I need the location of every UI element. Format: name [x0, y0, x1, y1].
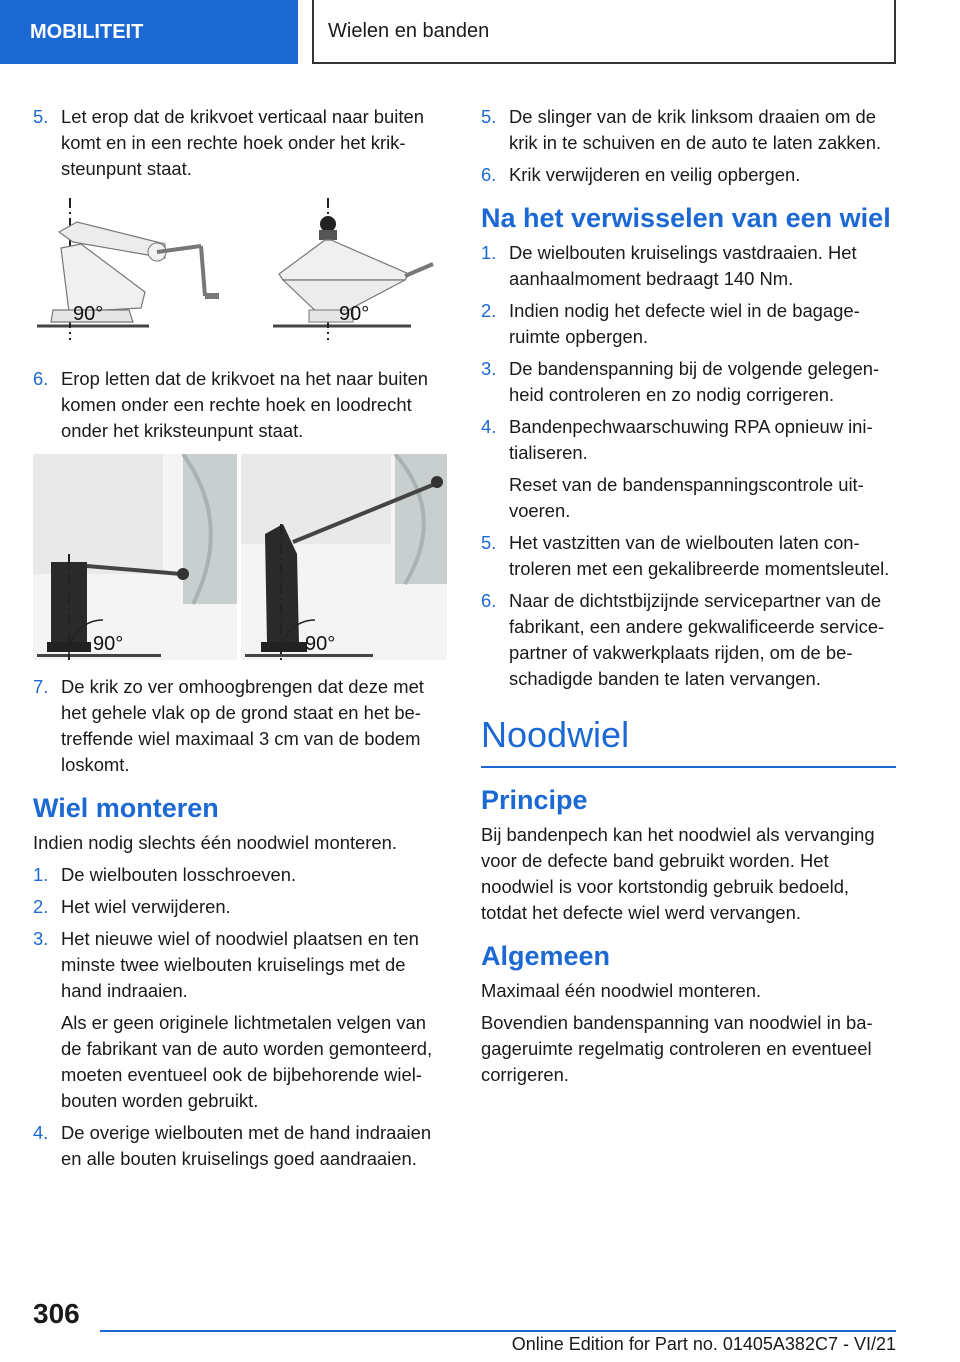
step-number: 1.: [481, 242, 497, 263]
edition-note: Online Edition for Part no. 01405A382C7 - VI/21: [511, 1334, 896, 1354]
right-column: [481, 104, 896, 1094]
step-number: 6.: [33, 368, 49, 389]
jack-diagram-figure: [33, 192, 447, 352]
step-text: Bandenpechwaarschuwing RPA opnieuw initialiseren.: [509, 416, 873, 463]
jack-front-view-icon: [273, 198, 433, 340]
section-tab: MOBILITEIT: [0, 0, 298, 64]
step-list: [33, 366, 447, 444]
list-item: [481, 356, 896, 408]
list-item: [481, 298, 896, 350]
general-text-1: Maximaal één noodwiel monteren.: [481, 980, 762, 1001]
list-item: [481, 414, 896, 466]
step-text: Indien nodig het defecte wiel in de bagageruimte opbergen.: [509, 300, 860, 347]
principle-text: Bij bandenpech kan het noodwiel als vervanging voor de defecte band gebruikt worden. Het noodwiel is voor kortstondig gebruik bedoeld, totdat het defecte wiel werd vervangen.: [481, 824, 875, 923]
heading-spare-wheel: Noodwiel: [481, 714, 630, 755]
list-item: [33, 1120, 447, 1172]
angle-label: 90°: [93, 633, 124, 655]
step-text: De krik zo ver omhoogbrengen dat deze met het gehele vlak op de grond staat en het betreffende wiel maximaal 3 cm van de bodem loskomt.: [61, 676, 424, 775]
step-number: 5.: [33, 106, 49, 127]
list-item: [33, 926, 447, 1004]
list-item: [33, 104, 447, 182]
step-text: De bandenspanning bij de volgende gelegenheid controleren en zo nodig corrigeren.: [509, 358, 880, 405]
step-list: [33, 104, 447, 182]
step-number: 3.: [33, 928, 49, 949]
heading-general: Algemeen: [481, 941, 611, 971]
list-item: [481, 162, 896, 188]
list-item: [33, 894, 447, 920]
step-number: 2.: [481, 300, 497, 321]
step-list: [481, 530, 896, 692]
step-list: [33, 674, 447, 778]
step-text: De wielbouten kruiselings vastdraaien. Het aanhaalmoment bedraagt 140 Nm.: [509, 242, 857, 289]
step-number: 3.: [481, 358, 497, 379]
step-number: 5.: [481, 106, 497, 127]
list-item: [481, 530, 896, 582]
step-number: 2.: [33, 896, 49, 917]
step-number: 4.: [481, 416, 497, 437]
step-list: [481, 240, 896, 466]
step-number: 7.: [33, 676, 49, 697]
chapter-title: Wielen en banden: [312, 0, 896, 64]
step-list: [33, 862, 447, 1004]
jack-side-view-icon: [37, 198, 219, 340]
step-number: 4.: [33, 1122, 49, 1143]
list-item: [481, 240, 896, 292]
jack-under-car-photo: [33, 454, 237, 660]
step-text: Het vastzitten van de wielbouten laten controleren met een gekalibreerde momentsleutel.: [509, 532, 890, 579]
list-item: [33, 366, 447, 444]
step-number: 6.: [481, 164, 497, 185]
list-item: [33, 674, 447, 778]
step-text: Het wiel verwijderen.: [61, 896, 231, 917]
step-number: 5.: [481, 532, 497, 553]
list-item: [33, 862, 447, 888]
step-list: [481, 104, 896, 188]
heading-principle: Principe: [481, 785, 588, 815]
heading-after-change: Na het verwisselen van een wiel: [481, 203, 891, 233]
page-number: 306: [33, 1298, 80, 1329]
step-number: 6.: [481, 590, 497, 611]
step-text: Naar de dichtstbijzijnde servicepartner van de fabrikant, een andere gekwalificeerde servicepartner of vakwerkplaats rijden, om de beschadigde banden te laten vervangen.: [509, 590, 885, 689]
step-number: 1.: [33, 864, 49, 885]
mount-intro: Indien nodig slechts één noodwiel monteren.: [33, 832, 397, 853]
mount-note: Als er geen originele lichtmetalen velgen van de fabrikant van de auto worden gemonteerd, moeten eventueel ook de bijbehorende wielbouten worden gebruikt.: [61, 1012, 433, 1111]
angle-label: 90°: [305, 633, 336, 655]
step-text: De overige wielbouten met de hand indraaien en alle bouten kruiselings goed aandraaien.: [61, 1122, 432, 1169]
step-text: Krik verwijderen en veilig opbergen.: [509, 164, 801, 185]
heading-rule: [481, 766, 896, 768]
left-column: [33, 104, 447, 1178]
jack-raised-car-photo: [241, 454, 447, 660]
angle-label: 90°: [339, 303, 370, 325]
jack-photo-figure: [33, 454, 447, 660]
list-item: [481, 588, 896, 692]
general-text-2: Bovendien bandenspanning van noodwiel in bagageruimte regelmatig controleren en eventueel corrigeren.: [481, 1012, 873, 1085]
step-text: Erop letten dat de krikvoet na het naar buiten komen onder een rechte hoek en loodrecht onder het kriksteunpunt staat.: [61, 368, 429, 441]
heading-mount-wheel: Wiel monteren: [33, 793, 219, 823]
step-text: De slinger van de krik linksom draaien om de krik in te schuiven en de auto te laten zakken.: [509, 106, 882, 153]
angle-label: 90°: [73, 303, 104, 325]
footer-rule: [100, 1330, 896, 1332]
step-text: Het nieuwe wiel of noodwiel plaatsen en ten minste twee wielbouten kruiselings met de hand indraaien.: [61, 928, 419, 1001]
list-item: [481, 104, 896, 156]
step-text: Let erop dat de krikvoet verticaal naar buiten komt en in een rechte hoek onder het kriksteunpunt staat.: [61, 106, 424, 179]
step-text: De wielbouten losschroeven.: [61, 864, 297, 885]
after-note: Reset van de bandenspanningscontrole uitvoeren.: [509, 474, 864, 521]
